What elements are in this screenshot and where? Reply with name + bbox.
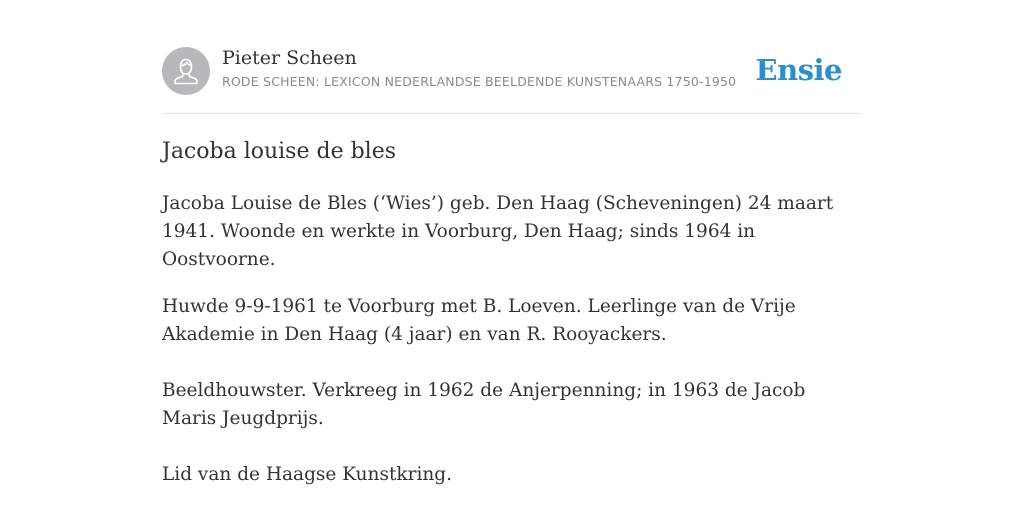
article-paragraph: Jacoba Louise de Bles (‘Wies’) geb. Den Haag (Scheveningen) 24 maart 1941. Woonde en werkte in Voorburg, Den Haag; sinds 1964 in Oostvoorne. (162, 193, 834, 270)
user-avatar-icon[interactable] (162, 47, 210, 95)
header-divider (162, 113, 862, 114)
article-header (162, 46, 862, 96)
ensie-logo[interactable]: Ensie (755, 53, 842, 87)
source-title[interactable]: RODE SCHEEN: LEXICON NEDERLANDSE BEELDENDE KUNSTENAARS 1750-1950 (222, 74, 737, 89)
author-name[interactable]: Pieter Scheen (222, 47, 357, 69)
article-title: Jacoba louise de bles (162, 139, 397, 164)
article-paragraph: Lid van de Haagse Kunstkring. (162, 464, 453, 485)
article-body (162, 136, 862, 489)
article-paragraph: Huwde 9-9-1961 te Voorburg met B. Loeven. Leerlinge van de Vrije Akademie in Den Haag (4 jaar) en van R. Rooyackers. (162, 296, 796, 345)
article-paragraph: Beeldhouwster. Verkreeg in 1962 de Anjerpenning; in 1963 de Jacob Maris Jeugdprijs. (162, 380, 806, 429)
